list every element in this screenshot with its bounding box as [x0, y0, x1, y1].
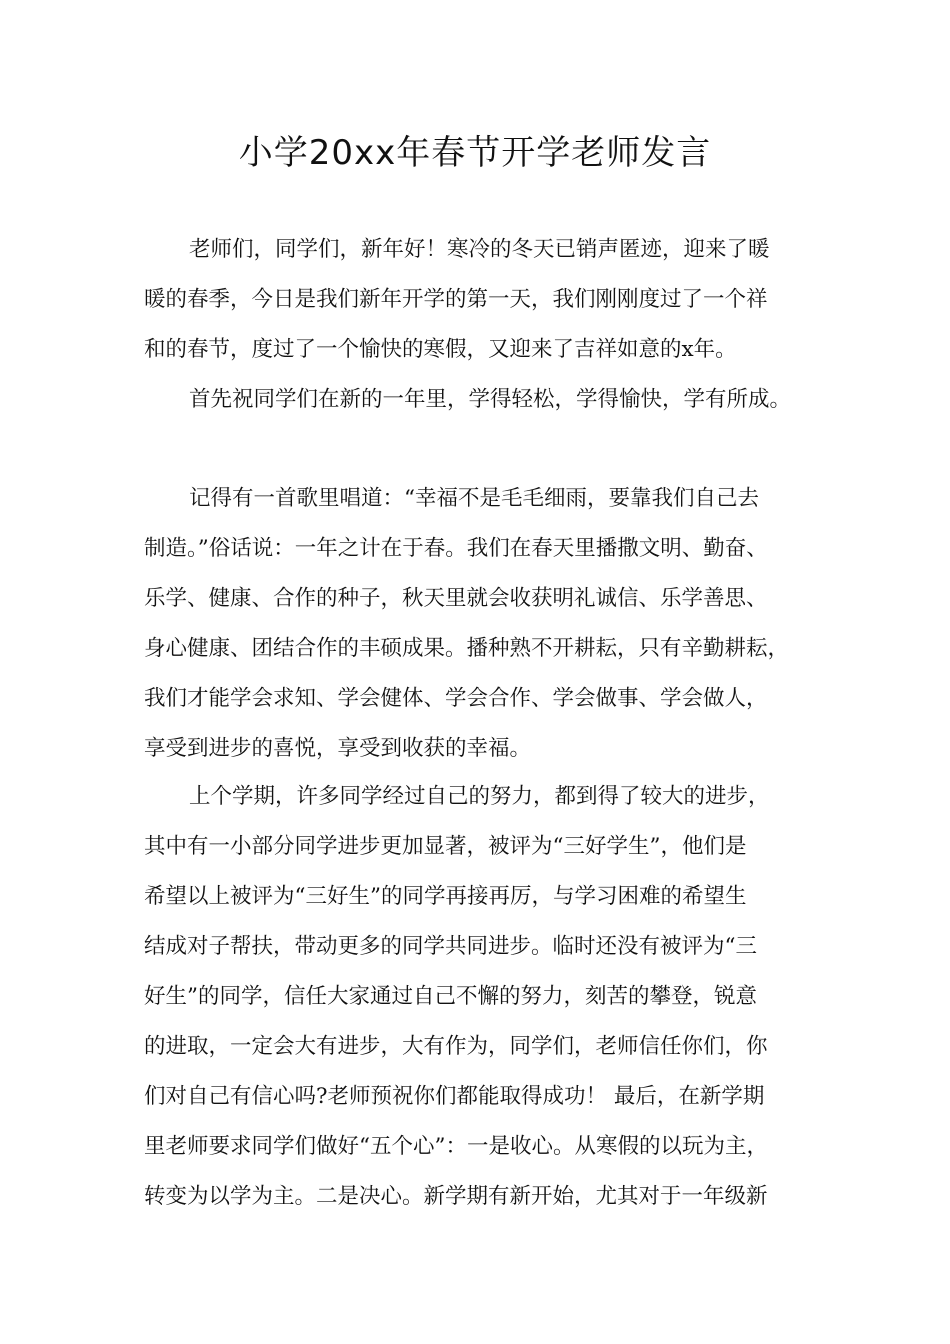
- paragraph-line: 乐学、健康、合作的种子，秋天里就会收获明礼诚信、乐学善思、: [144, 586, 768, 611]
- paragraph-2: [144, 375, 834, 425]
- paragraph-line: 和的春节，度过了一个愉快的寒假，又迎来了吉祥如意的x年。: [144, 337, 737, 362]
- paragraph-line: 的进取，一定会大有进步，大有作为，同学们，老师信任你们，你: [144, 1034, 768, 1059]
- paragraph-3: [144, 474, 834, 774]
- paragraph-line: 们对自己有信心吗?老师预祝你们都能取得成功！ 最后，在新学期: [144, 1084, 765, 1109]
- paragraph-4: [144, 772, 834, 1222]
- paragraph-line: 转变为以学为主。二是决心。新学期有新开始，尤其对于一年级新: [144, 1184, 768, 1209]
- paragraph-line: 身心健康、团结合作的丰硕成果。播种熟不开耕耘，只有辛勤耕耘，: [144, 636, 790, 661]
- paragraph-1: [144, 225, 834, 375]
- paragraph-line: 记得有一首歌里唱道：“幸福不是毛毛细雨，要靠我们自己去: [189, 486, 759, 511]
- paragraph-line: 上个学期，许多同学经过自己的努力，都到得了较大的进步，: [189, 784, 770, 809]
- paragraph-line: 里老师要求同学们做好“五个心”：一是收心。从寒假的以玩为主，: [144, 1134, 768, 1159]
- paragraph-line: 其中有一小部分同学进步更加显著，被评为“三好学生”，他们是: [144, 834, 747, 859]
- paragraph-line: 首先祝同学们在新的一年里，学得轻松，学得愉快，学有所成。: [189, 387, 792, 412]
- document-title: 小学20xx年春节开学老师发言: [238, 133, 712, 173]
- paragraph-line: 我们才能学会求知、学会健体、学会合作、学会做事、学会做人，: [144, 686, 768, 711]
- paragraph-line: 暖的春季，今日是我们新年开学的第一天，我们刚刚度过了一个祥: [144, 287, 768, 312]
- paragraph-line: 结成对子帮扶，带动更多的同学共同进步。临时还没有被评为“三: [144, 934, 757, 959]
- paragraph-line: 制造。”俗话说：一年之计在于春。我们在春天里播撒文明、勤奋、: [144, 536, 768, 561]
- paragraph-line: 享受到进步的喜悦，享受到收获的幸福。: [144, 736, 532, 761]
- paragraph-line: 好生”的同学，信任大家通过自己不懈的努力，刻苦的攀登，锐意: [144, 984, 757, 1009]
- paragraph-line: 老师们，同学们，新年好！寒冷的冬天已销声匿迹，迎来了暖: [189, 237, 770, 262]
- paragraph-line: 希望以上被评为“三好生”的同学再接再厉，与学习困难的希望生: [144, 884, 747, 909]
